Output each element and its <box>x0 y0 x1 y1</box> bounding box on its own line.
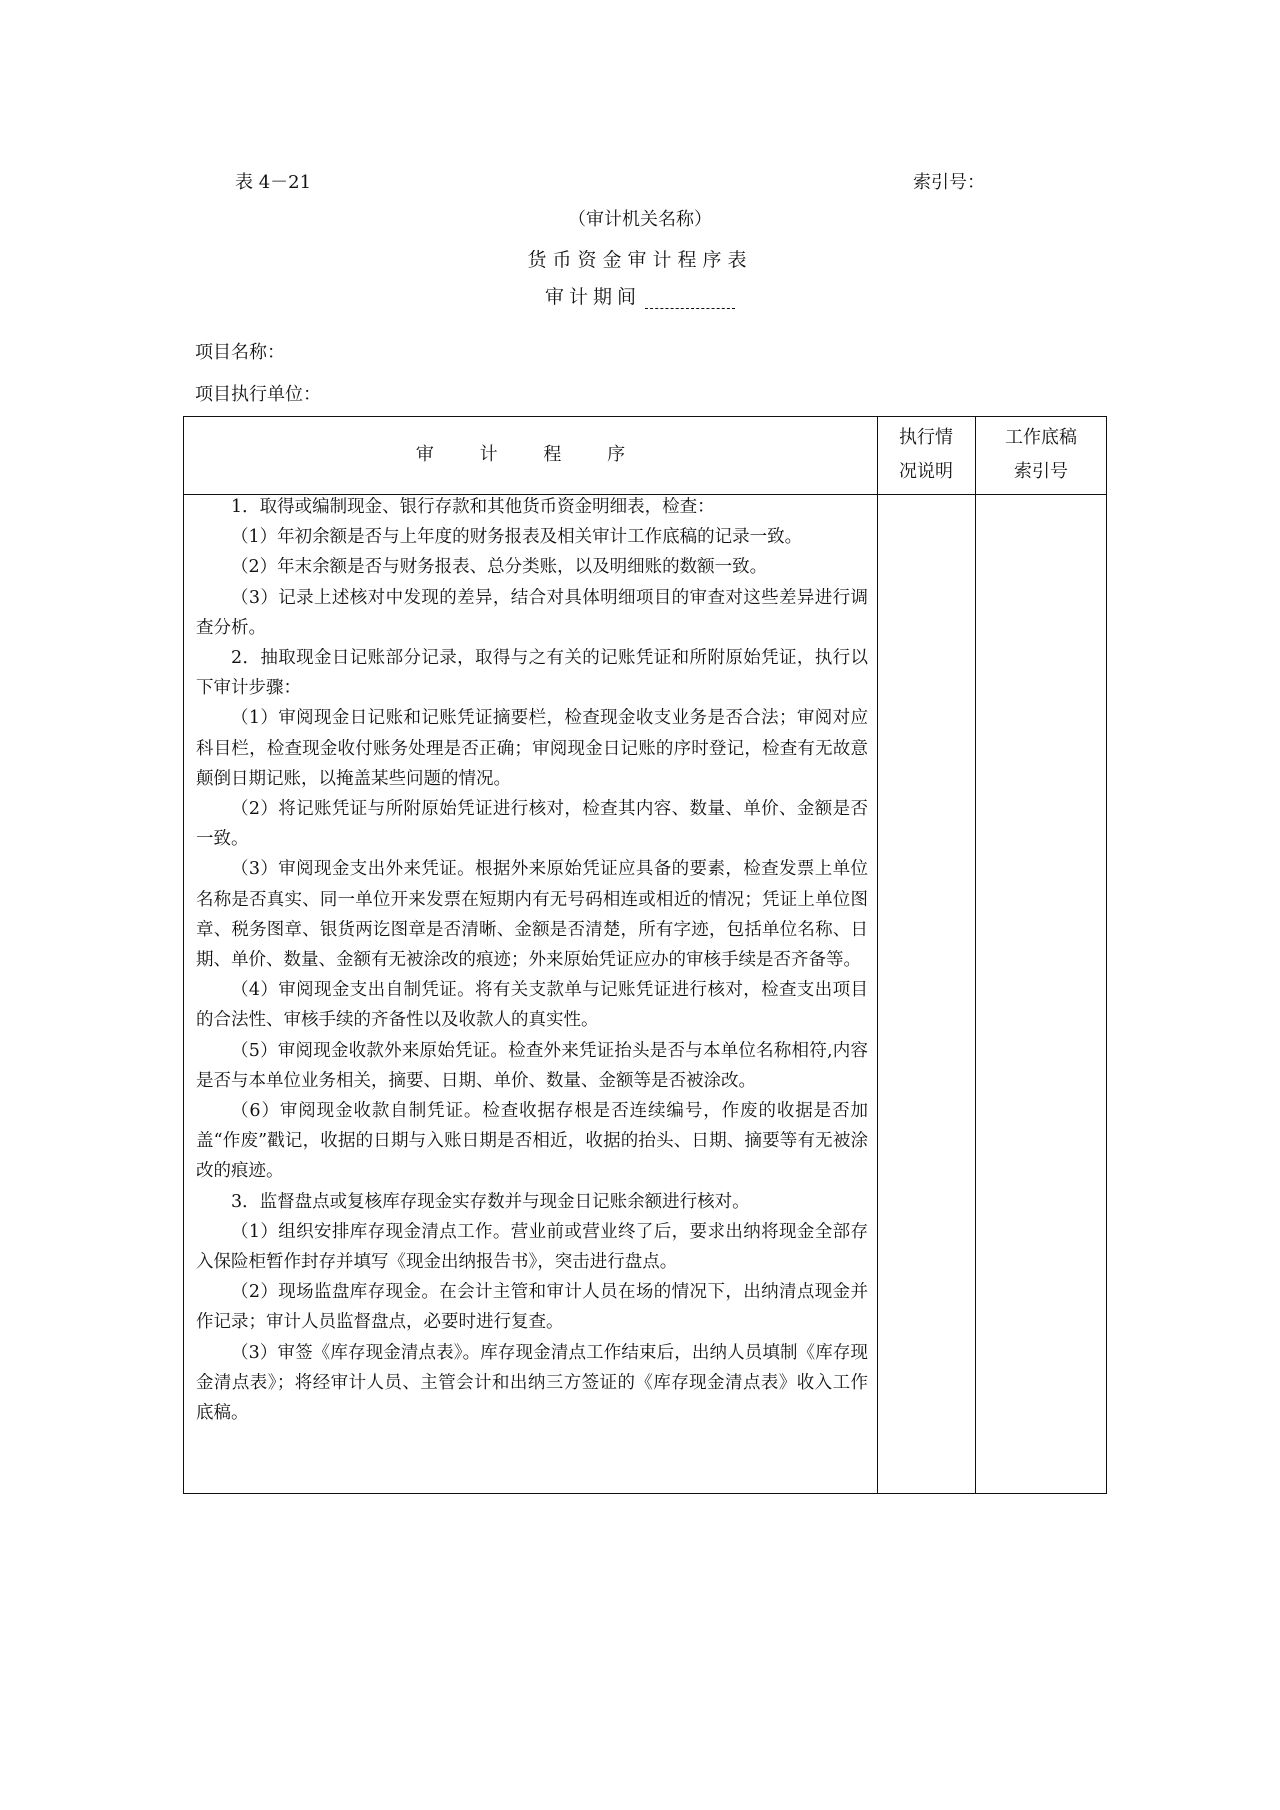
page-title: 货币资金审计程序表 <box>527 249 753 271</box>
procedure-paragraph: （1）审阅现金日记账和记账凭证摘要栏，检查现金收支业务是否合法；审阅对应科目栏，检查现金收付账务处理是否正确；审阅现金日记账的序时登记，检查有无故意颠倒日期记账，以掩盖某些问题的情况。 <box>196 708 868 789</box>
agency-name: （审计机关名称） <box>568 209 712 230</box>
procedure-content <box>196 492 868 1428</box>
column-header-execution-line2: 况说明 <box>899 461 953 482</box>
procedure-paragraph: 1．取得或编制现金、银行存款和其他货币资金明细表，检查： <box>231 497 715 517</box>
project-name-label: 项目名称： <box>195 342 285 363</box>
procedure-paragraph: （3）记录上述核对中发现的差异，结合对具体明细项目的审查对这些差异进行调查分析。 <box>196 587 868 638</box>
audit-period-label: 审计期间 <box>544 286 641 308</box>
column-divider <box>975 417 976 1493</box>
project-unit-label: 项目执行单位： <box>195 384 321 405</box>
column-header-execution-line1: 执行情 <box>899 427 953 448</box>
column-header-procedure: 审 计 程 序 <box>415 444 646 465</box>
procedure-paragraph: （6）审阅现金收款自制凭证。检查收据存根是否连续编号，作废的收据是否加盖“作废”戳记，收据的日期与入账日期是否相近，收据的抬头、日期、摘要等有无被涂改的痕迹。 <box>196 1101 868 1182</box>
procedure-paragraph: （2）年末余额是否与财务报表、总分类账，以及明细账的数额一致。 <box>231 557 768 578</box>
procedure-paragraph: 3．监督盘点或复核库存现金实存数并与现金日记账余额进行核对。 <box>231 1191 750 1212</box>
procedure-paragraph: （4）审阅现金支出自制凭证。将有关支款单与记账凭证进行核对，检查支出项目的合法性、审核手续的齐备性以及收款人的真实性。 <box>196 980 868 1031</box>
column-header-index-line2: 索引号 <box>1014 461 1068 482</box>
table-number: 表 4－21 <box>235 172 312 193</box>
procedure-paragraph: （2）将记账凭证与所附原始凭证进行核对，检查其内容、数量、单价、金额是否一致。 <box>196 799 868 850</box>
procedure-paragraph: （5）审阅现金收款外来原始凭证。检查外来凭证抬头是否与本单位名称相符,内容是否与本单位业务相关，摘要、日期、单价、数量、金额等是否被涂改。 <box>196 1040 868 1091</box>
procedure-paragraph: （3）审签《库存现金清点表》。库存现金清点工作结束后，出纳人员填制《库存现金清点表》；将经审计人员、主管会计和出纳三方签证的《库存现金清点表》收入工作底稿。 <box>196 1342 868 1424</box>
column-header-index <box>975 421 1107 489</box>
audit-period-blank <box>645 290 735 309</box>
procedure-paragraph: （1）组织安排库存现金清点工作。营业前或营业终了后，要求出纳将现金全部存入保险柜暂作封存并填写《现金出纳报告书》，突击进行盘点。 <box>196 1221 868 1273</box>
index-number-label: 索引号： <box>913 172 985 193</box>
procedure-paragraph: （3）审阅现金支出外来凭证。根据外来原始凭证应具备的要素，检查发票上单位名称是否真实、同一单位开来发票在短期内有无号码相连或相近的情况；凭证上单位图章、税务图章、银货两讫图章是否清晰、金额是否清楚，所有字迹，包括单位名称、日期、单价、数量、金额有无被涂改的痕迹；外来原始凭证应办的审核手续是否齐备等。 <box>196 859 868 971</box>
procedure-paragraph: （2）现场监盘库存现金。在会计主管和审计人员在场的情况下，出纳清点现金并作记录；审计人员监督盘点，必要时进行复查。 <box>196 1282 868 1333</box>
audit-procedure-table <box>183 416 1107 1494</box>
column-divider <box>877 417 878 1493</box>
column-header-index-line1: 工作底稿 <box>1005 427 1077 448</box>
audit-period <box>0 282 1280 309</box>
procedure-paragraph: （1）年初余额是否与上年度的财务报表及相关审计工作底稿的记录一致。 <box>231 527 803 548</box>
procedure-paragraph: 2．抽取现金日记账部分记录，取得与之有关的记账凭证和所附原始凭证，执行以下审计步骤： <box>196 648 868 699</box>
column-header-execution <box>877 421 975 489</box>
